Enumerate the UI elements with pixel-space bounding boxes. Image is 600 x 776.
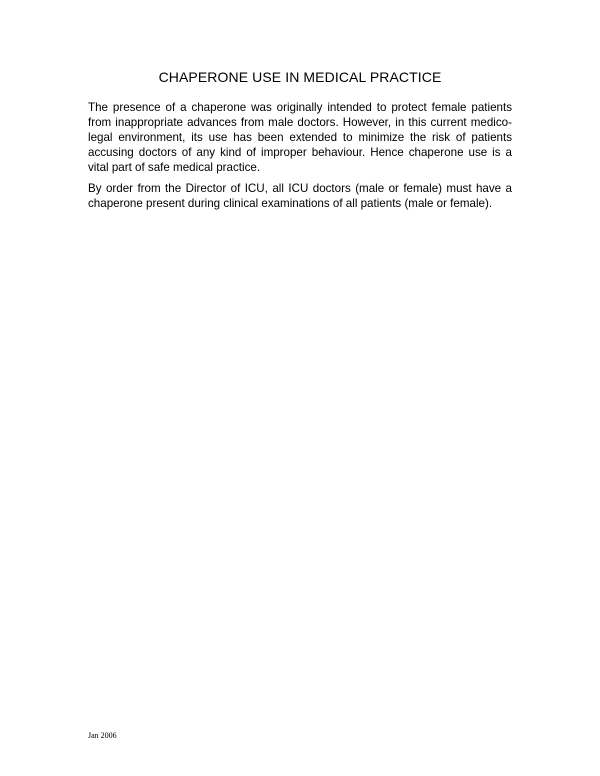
footer-date: Jan 2006 [88, 731, 117, 740]
document-title: CHAPERONE USE IN MEDICAL PRACTICE [158, 69, 442, 85]
paragraph-chaperone-purpose [88, 100, 512, 175]
paragraph-line: vital part of safe medical practice. [88, 161, 261, 174]
paragraph-icu-order [88, 181, 512, 211]
paragraph-line: legal environment, its use has been extended to minimize the risk of patients [88, 131, 512, 144]
paragraph-line: The presence of a chaperone was originally intended to protect female patients [88, 101, 512, 114]
paragraph-line: accusing doctors of any kind of improper behaviour. Hence chaperone use is a [88, 146, 512, 159]
paragraph-line: By order from the Director of ICU, all ICU doctors (male or female) must have a [88, 182, 512, 195]
paragraph-line: from inappropriate advances from male doctors. However, in this current medico- [88, 116, 512, 129]
paragraph-line: chaperone present during clinical examinations of all patients (male or female). [88, 197, 493, 210]
